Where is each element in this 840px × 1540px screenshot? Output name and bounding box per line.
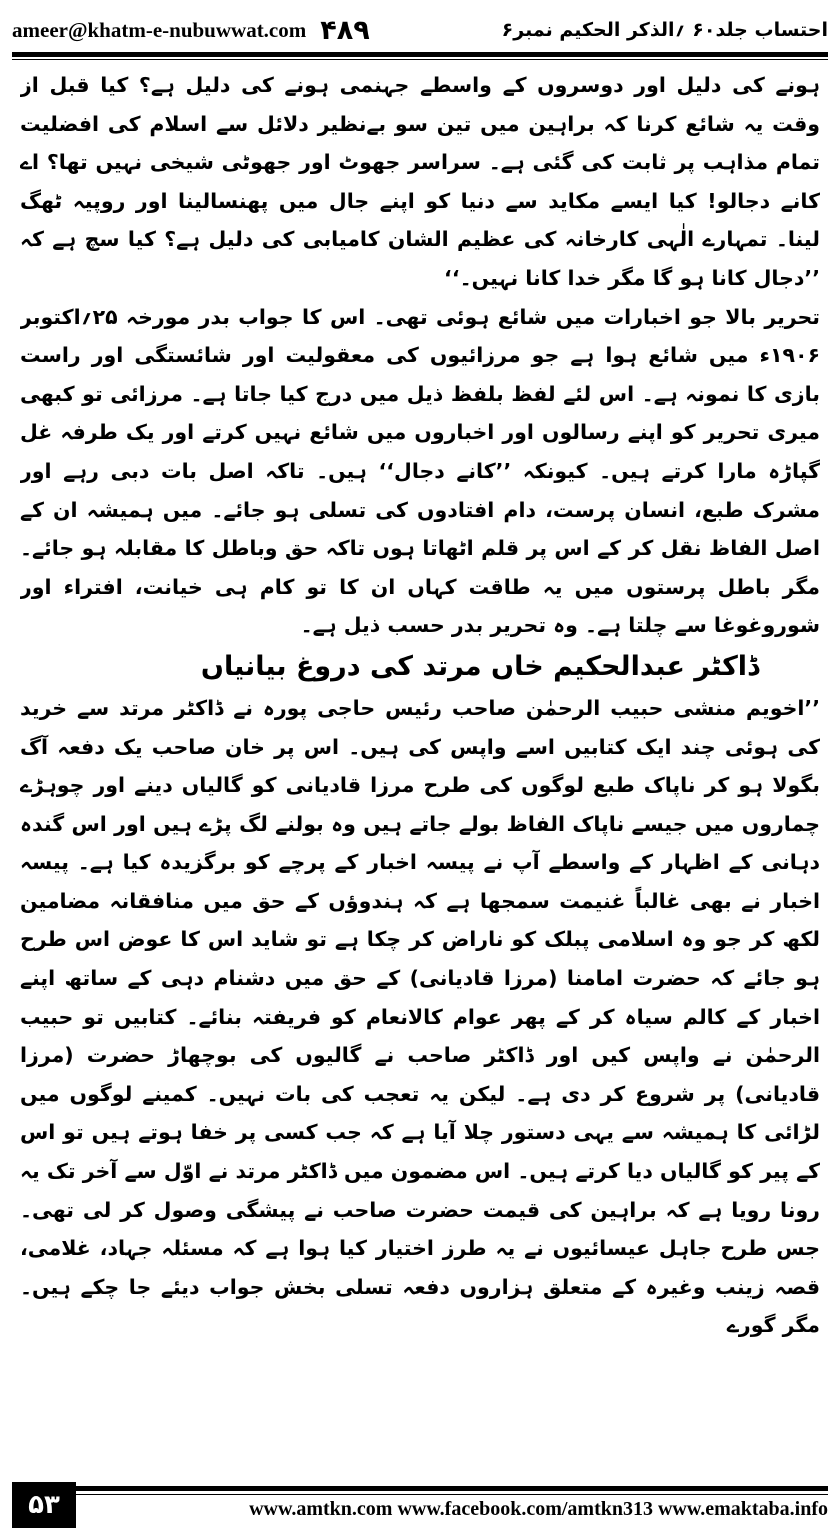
footer-page-badge: ۵۳: [12, 1482, 76, 1528]
header-rule: [12, 52, 828, 57]
paragraph-1: ہونے کی دلیل اور دوسروں کے واسطے جہنمی ہونے کی دلیل ہے؟ کیا قبل از وقت یہ شائع کرنا کہ براہین میں تین سو بےنظیر دلائل سے اسلام کی افضلیت تمام مذاہب پر ثابت کی گئی ہے۔ سراسر جھوٹ اور جھوٹی شیخی نہیں تھا؟ اے کانے دجالو! کیا ایسے مکاید سے دنیا کو اپنے جال میں پھنسالینا اور روپیہ ٹھگ لینا۔ تمہارے الٰہی کارخانہ کی عظیم الشان کامیابی کی دلیل ہے؟ کیا سچ ہے کہ ’’دجال کانا ہو گا مگر خدا کانا نہیں۔‘‘: [20, 73, 820, 290]
header-left: [12, 15, 370, 46]
page-body: [20, 66, 820, 1471]
page-footer: [12, 1482, 828, 1532]
running-title: احتساب جلد۶۰ ؍الذکر الحکیم نمبر۶: [501, 19, 828, 41]
footer-rule-thin: [12, 1494, 828, 1495]
header-rule-thin: [12, 59, 828, 60]
paragraph-2: تحریر بالا جو اخبارات میں شائع ہوئی تھی۔ اس کا جواب بدر مورخہ ۲۵؍اکتوبر ۱۹۰۶ء میں شائع ہوا ہے جو مرزائیوں کی معقولیت اور شائستگی اور راست بازی کا نمونہ ہے۔ اس لئے لفظ بلفظ ذیل میں درج کیا جاتا ہے۔ مرزائی تو کبھی میری تحریر کو اپنے رسالوں اور اخباروں میں شائع نہیں کرتے اور یک طرفہ غل گپاڑہ مارا کرتے ہیں۔ کیونکہ ’’کانے دجال‘‘ ہیں۔ تاکہ اصل بات دبی رہے اور مشرک طبع، انسان پرست، دام افتادوں کی تسلی ہو جائے۔ میں ہمیشہ ان کے اصل الفاظ نقل کر کے اس پر قلم اٹھاتا ہوں تاکہ حق وباطل کا مقابلہ ہو جائے۔ مگر باطل پرستوں میں یہ طاقت کہاں ان کا تو کام ہی خیانت، افتراء اور شوروغوغا سے چلتا ہے۔ وہ تحریر بدر حسب ذیل ہے۔: [20, 304, 820, 638]
page-number: ۴۸۹: [320, 14, 370, 46]
section-heading: ڈاکٹر عبدالحکیم خاں مرتد کی دروغ بیانیاں: [200, 650, 760, 682]
header-email: ameer@khatm-e-nubuwwat.com: [12, 17, 307, 42]
footer-links: www.amtkn.com www.facebook.com/amtkn313 www.emaktaba.info: [249, 1498, 828, 1520]
paragraph-3: ’’اخویم منشی حبیب الرحمٰن صاحب رئیس حاجی پورہ نے ڈاکٹر مرتد سے خرید کی ہوئی چند ایک کتابیں اسے واپس کی ہیں۔ اس پر خان صاحب یک دفعہ آگ بگولا ہو کر ناپاک طبع لوگوں کی طرح مرزا قادیانی کو گالیاں دینے اور چوہڑے چماروں میں جیسے ناپاک الفاظ بولے جاتے ہیں وہ بولنے لگ پڑے ہیں اور اس گندہ دہانی کے اظہار کے واسطے آپ نے پیسہ اخبار کے پرچے کو برگزیدہ کیا ہے۔ پیسہ اخبار نے بھی غالباً غنیمت سمجھا ہے کہ ہندوؤں کے حق میں منافقانہ مضامین لکھ کر جو وہ اسلامی پبلک کو ناراض کر چکا ہے تو شاید اس کا عوض اس طرح ہو جائے کہ حضرت امامنا (مرزا قادیانی) کے حق میں دشنام دہی کے ساتھ اپنے اخبار کے کالم سیاہ کر کے پھر عوام کالانعام کو فریفتہ بنائے۔ کتابیں تو حبیب الرحمٰن نے واپس کیں اور ڈاکٹر صاحب نے گالیوں کی بوچھاڑ حضرت (مرزا قادیانی) پر شروع کر دی ہے۔ لیکن یہ تعجب کی بات نہیں۔ کمینے لوگوں میں لڑائی کا ہمیشہ سے یہی دستور چلا آیا ہے کہ جب کسی پر خفا ہوتے ہیں تو اس کے پیر کو گالیاں دیا کرتے ہیں۔ اس مضمون میں ڈاکٹر مرتد نے اوّل سے آخر تک یہ رونا رویا ہے کہ براہین کی قیمت حضرت صاحب نے پیشگی وصول کر لی تھی۔ جس طرح جاہل عیسائیوں نے یہ طرز اختیار کیا ہوا ہے کہ مسئلہ جہاد، غلامی، قصہ زینب وغیرہ کے متعلق ہزاروں دفعہ تسلی بخش جواب دیئے جا چکے ہیں۔ مگر گورے: [20, 695, 820, 1338]
page-header: [12, 10, 828, 50]
footer-rule: [12, 1486, 828, 1491]
